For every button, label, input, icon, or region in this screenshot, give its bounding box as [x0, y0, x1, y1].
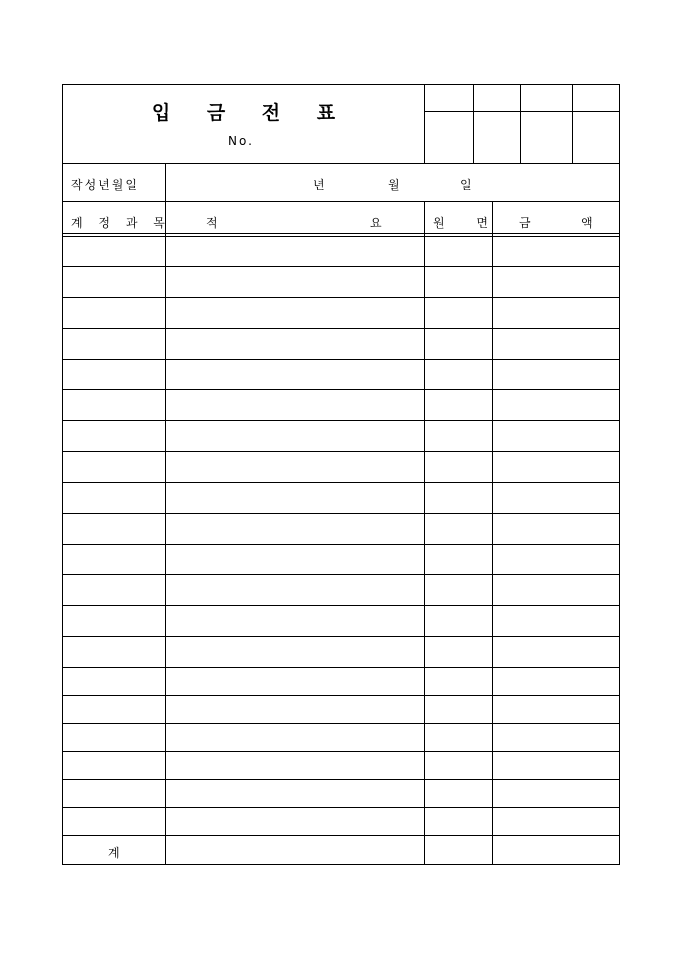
row-separator — [63, 667, 619, 668]
row-separator — [63, 807, 619, 808]
row-separator — [63, 723, 619, 724]
row-separator — [63, 544, 619, 545]
day-label: 일 — [460, 178, 472, 192]
summary-column-divider — [424, 201, 425, 864]
amount-header-right: 액 — [581, 216, 593, 230]
unit-column-divider — [492, 201, 493, 864]
slip-number-label: No. — [228, 134, 254, 148]
row-separator — [63, 605, 619, 606]
row-separator — [63, 574, 619, 575]
row-separator — [63, 695, 619, 696]
row-separator — [63, 359, 619, 360]
date-row-top-line — [63, 163, 619, 164]
account-header: 계 정 과 목 — [71, 216, 171, 230]
approval-divider — [520, 85, 521, 163]
amount-header-left: 금 — [519, 216, 531, 230]
row-separator — [63, 513, 619, 514]
summary-header-right: 요 — [370, 216, 382, 230]
row-separator — [63, 389, 619, 390]
row-separator — [63, 835, 619, 836]
row-separator — [63, 451, 619, 452]
year-label: 년 — [313, 178, 325, 192]
summary-header-left: 적 — [206, 216, 218, 230]
row-separator — [63, 420, 619, 421]
header-double-line — [63, 236, 619, 237]
month-label: 월 — [388, 178, 400, 192]
row-separator — [63, 751, 619, 752]
row-separator — [63, 482, 619, 483]
row-separator — [63, 328, 619, 329]
approval-divider — [572, 85, 573, 163]
row-separator — [63, 266, 619, 267]
unit-header: 원 면 — [433, 216, 502, 230]
header-row-top-line — [63, 201, 619, 202]
deposit-slip-form — [62, 84, 620, 865]
form-title: 입 금 전 표 — [151, 102, 351, 124]
account-column-divider — [165, 201, 166, 864]
row-separator — [63, 636, 619, 637]
date-label: 작성년월일 — [71, 178, 139, 192]
row-separator — [63, 779, 619, 780]
approval-divider — [473, 85, 474, 163]
total-label: 계 — [108, 846, 120, 860]
date-row-divider — [165, 163, 166, 201]
row-separator — [63, 297, 619, 298]
approval-divider — [424, 111, 619, 112]
title-divider — [424, 85, 425, 163]
header-double-line — [63, 233, 619, 234]
